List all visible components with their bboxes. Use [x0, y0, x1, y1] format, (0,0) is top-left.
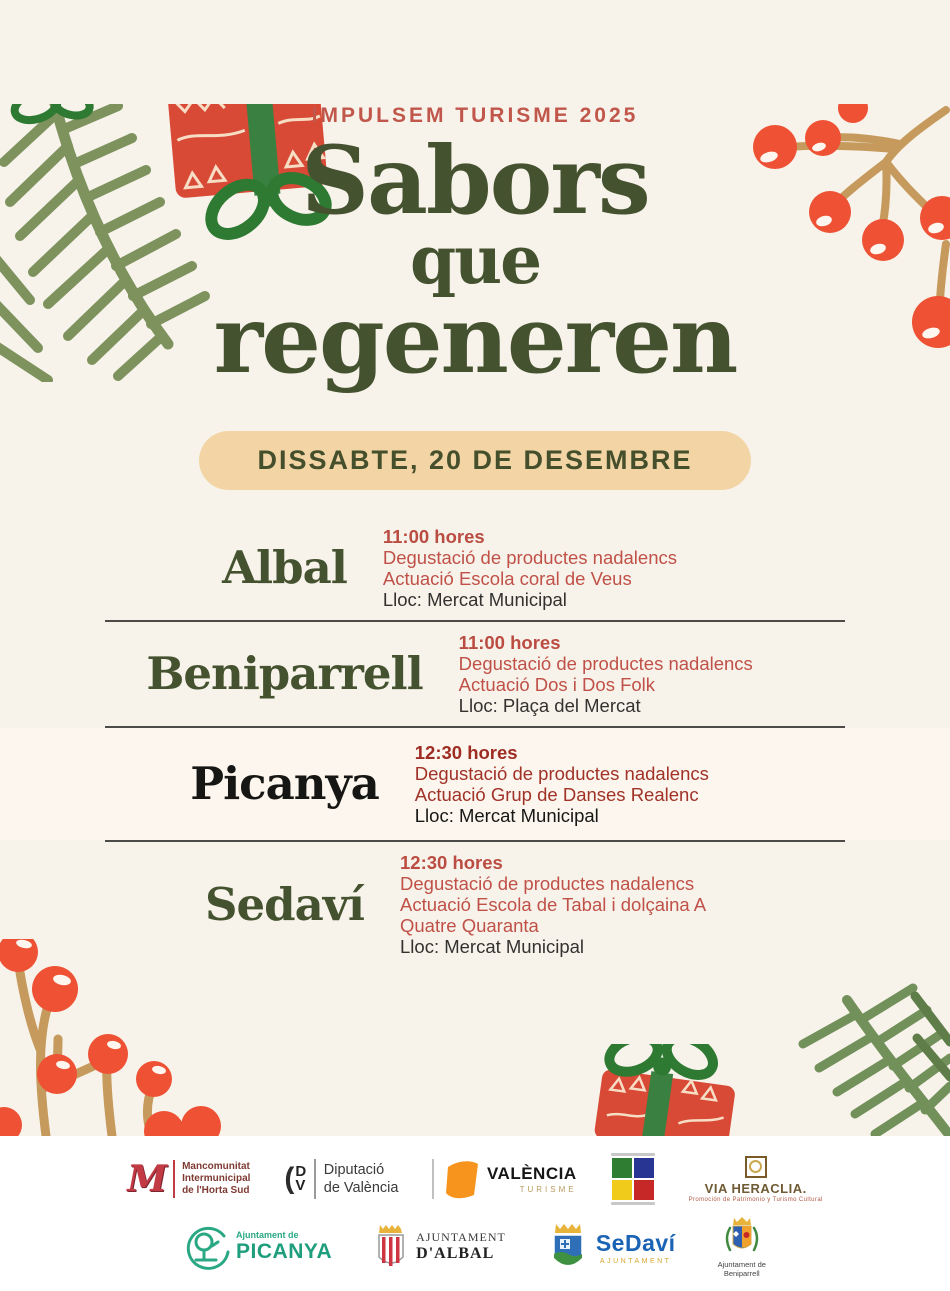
- ajuntament-albal-logo: [374, 1223, 506, 1271]
- event-activity: Degustació de productes nadalencs: [414, 762, 709, 784]
- diputacio-v: V: [295, 1177, 306, 1194]
- sponsor-footer: [0, 1136, 950, 1291]
- event-town: Albal: [222, 541, 347, 595]
- event-activity: Degustació de productes nadalencs: [400, 872, 695, 894]
- event-location: Lloc: Mercat Municipal: [414, 804, 599, 826]
- via-heraclia-tagline: Promoción de Patrimonio y Turismo Cultural: [688, 1196, 823, 1203]
- event-activity: Actuació Escola coral de Veus: [382, 567, 632, 589]
- event-time: 12:30 hores: [400, 851, 503, 873]
- quadrant-yellow-tile: [612, 1180, 632, 1200]
- diputacio-line1: Diputació: [323, 1161, 385, 1178]
- event-details: [459, 632, 804, 716]
- albal-shield-icon: [374, 1223, 408, 1271]
- valencia-turisme-logo: [432, 1158, 576, 1200]
- picanya-tree-icon: [184, 1224, 230, 1270]
- event-town: Sedaví: [205, 877, 364, 931]
- sedavi-shield-icon: [548, 1222, 588, 1272]
- albal-line2: D'ALBAL: [416, 1244, 495, 1262]
- quadrant-caption-bottom: [611, 1202, 655, 1205]
- ajuntament-beniparrell-logo: [718, 1216, 766, 1278]
- date-badge: DISSABTE, 20 DE DESEMBRE: [199, 431, 750, 490]
- diputacio-paren-icon: (: [284, 1162, 295, 1195]
- mancomunitat-text: [182, 1161, 250, 1197]
- event-time: 11:00 hores: [382, 525, 485, 547]
- title-line-1: Sabors: [301, 126, 649, 236]
- gift-bottom-icon: [585, 1044, 760, 1136]
- sedavi-subtitle: AJUNTAMENT: [599, 1257, 672, 1265]
- valencia-orange-shape-icon: [443, 1158, 481, 1200]
- mancomunitat-line1: Mancomunitat: [182, 1161, 250, 1172]
- diputacio-dv-icon: [295, 1162, 307, 1194]
- logo-row-2: [0, 1212, 950, 1282]
- event-town: Beniparrell: [146, 647, 423, 701]
- event-town: Picanya: [190, 757, 379, 811]
- via-heraclia-logo: [689, 1156, 823, 1203]
- mancomunitat-line3: de l'Horta Sud: [182, 1185, 250, 1196]
- event-row-beniparrell: [0, 622, 950, 726]
- event-time: 11:00 hores: [458, 631, 561, 653]
- comunitat-valenciana-quadrant-logo: [611, 1153, 655, 1205]
- event-details: [400, 852, 745, 957]
- event-location: Lloc: Mercat Municipal: [382, 588, 567, 610]
- event-activity: Actuació Escola de Tabal i dolçaina A Quatre Quaranta: [400, 893, 706, 936]
- berries-bottom-left-icon: [0, 939, 232, 1136]
- beniparrell-line2: Beniparrell: [723, 1269, 760, 1278]
- picanya-big-text: PICANYA: [236, 1239, 333, 1263]
- mancomunitat-horta-sud-logo: [127, 1158, 250, 1200]
- mancomunitat-line2: Intermunicipal: [182, 1173, 251, 1184]
- event-details: [383, 526, 728, 610]
- logo-separator: [314, 1159, 316, 1199]
- quadrant-red-tile: [634, 1180, 654, 1200]
- albal-line1: AJUNTAMENT: [416, 1229, 506, 1244]
- event-activity: Actuació Dos i Dos Folk: [458, 673, 656, 695]
- quadrant-blue-tile: [634, 1158, 654, 1178]
- event-row-sedavi: [0, 842, 950, 967]
- beniparrell-line1: Ajuntament de: [717, 1260, 766, 1269]
- event-activity: Degustació de productes nadalencs: [458, 652, 753, 674]
- logo-separator: [173, 1160, 175, 1198]
- mancomunitat-monogram-icon: M: [127, 1158, 168, 1200]
- event-activity: Actuació Grup de Danses Realenc: [414, 783, 699, 805]
- event-time: 12:30 hores: [414, 741, 518, 763]
- ajuntament-picanya-logo: [184, 1224, 332, 1270]
- pine-branch-bottom-right-icon: [765, 982, 950, 1136]
- diputacio-line2: de València: [323, 1180, 399, 1196]
- diputacio-valencia-logo: [284, 1159, 398, 1199]
- valencia-subtitle: TURISME: [519, 1185, 577, 1194]
- picanya-small-text: Ajuntament de: [236, 1230, 299, 1241]
- event-row-albal: [0, 516, 950, 620]
- title-line-2: que: [409, 221, 541, 299]
- event-location: Lloc: Mercat Municipal: [400, 935, 585, 957]
- title-line-3: regeneren: [213, 284, 737, 395]
- poster-title: [0, 126, 950, 395]
- via-heraclia-title: VIA HERACLIA.: [704, 1180, 807, 1196]
- via-heraclia-icon: [745, 1156, 767, 1178]
- kicker-text: IMPULSEM TURISME 2025: [311, 104, 639, 127]
- quadrant-grid-icon: [612, 1158, 654, 1200]
- quadrant-caption-top: [611, 1153, 655, 1156]
- event-details: [415, 742, 760, 826]
- events-list: [0, 516, 950, 967]
- quadrant-green-tile: [612, 1158, 632, 1178]
- valencia-turisme-text: [487, 1164, 577, 1194]
- logo-row-1: [0, 1146, 950, 1212]
- diputacio-d: D: [295, 1162, 307, 1180]
- sedavi-title: SeDaví: [595, 1229, 676, 1256]
- beniparrell-coat-icon: [722, 1216, 762, 1258]
- diputacio-text: [324, 1161, 399, 1197]
- logo-separator: [432, 1159, 434, 1199]
- event-activity: Degustació de productes nadalencs: [382, 546, 677, 568]
- valencia-title: VALÈNCIA: [486, 1164, 577, 1183]
- event-location: Lloc: Plaça del Mercat: [458, 694, 641, 716]
- event-row-picanya: [0, 728, 950, 840]
- ajuntament-sedavi-logo: [548, 1222, 676, 1272]
